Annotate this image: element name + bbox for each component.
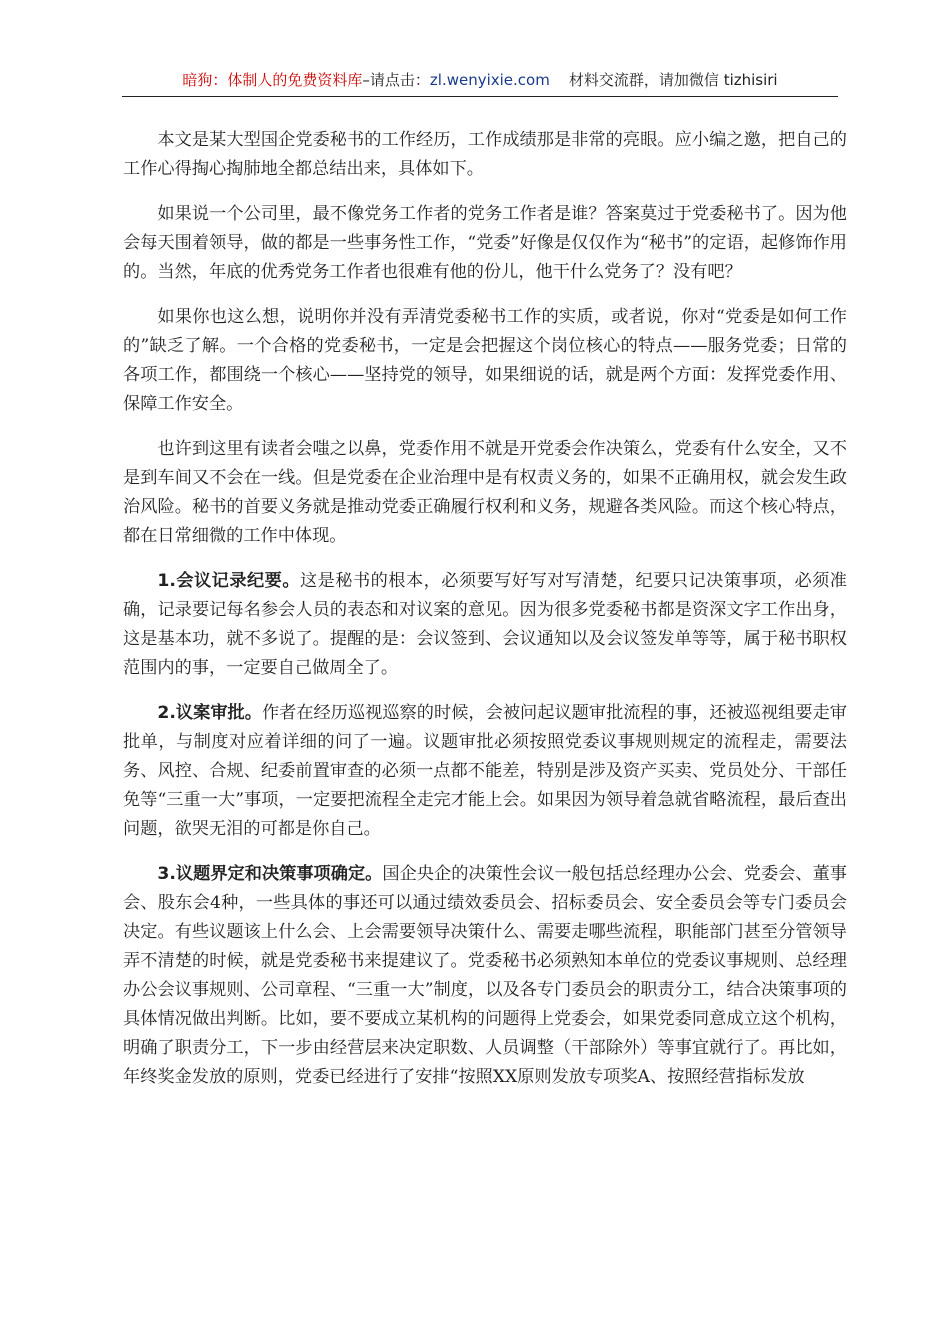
header-brand: 暗狗：体制人的免费资料库 [182,71,363,89]
header-click-prefix: –请点击： [362,71,430,89]
paragraph-2: 如果说一个公司里，最不像党务工作者的党务工作者是谁？答案莫过于党委秘书了。因为他会每天围着领导，做的都是一些事务性工作，“党委”好像是仅仅作为“秘书”的定语，起修饰作用的。当然，年底的优秀党务工作者也很难有他的份儿，他干什么党务了？没有吧？ [123,204,847,282]
paragraph-3: 如果你也这么想，说明你并没有弄清党委秘书工作的实质，或者说，你对“党委是如何工作的”缺乏了解。一个合格的党委秘书，一定是会把握这个岗位核心的特点——服务党委；日常的各项工作，都围绕一个核心——坚持党的领导，如果细说的话，就是两个方面：发挥党委作用、保障工作安全。 [123,307,847,414]
section-heading-3: 3.议题界定和决策事项确定。 [157,864,383,884]
header-url-link[interactable]: zl.wenyixie.com [429,71,550,89]
paragraph-5: 1.会议记录纪要。这是秘书的根本，必须要写好写对写清楚，纪要只记决策事项，必须准确，记录要记每名参会人员的表态和对议案的意见。因为很多党委秘书都是资深文字工作出身，这是基本功，就不多说了。提醒的是：会议签到、会议通知以及会议签发单等等，属于秘书职权范围内的事，一定要自己做周全了。 [123,571,847,678]
article-body [123,126,847,1108]
section-heading-1: 1.会议记录纪要。 [157,571,300,591]
paragraph-7: 3.议题界定和决策事项确定。国企央企的决策性会议一般包括总经理办公会、党委会、董事会、股东会4种，一些具体的事还可以通过绩效委员会、招标委员会、安全委员会等专门委员会决定。有些议题该上什么会、上会需要领导决策什么、需要走哪些流程，职能部门甚至分管领导弄不清楚的时候，就是党委秘书来提建议了。党委秘书必须熟知本单位的党委议事规则、总经理办公会议事规则、公司章程、“三重一大”制度，以及各专门委员会的职责分工，结合决策事项的具体情况做出判断。比如，要不要成立某机构的问题得上党委会，如果党委同意成立这个机构，明确了职责分工，下一步由经营层来决定职数、人员调整（干部除外）等事宜就行了。再比如，年终奖金发放的原则，党委已经进行了安排“按照XX原则发放专项奖A、按照经营指标发放 [123,864,847,1087]
paragraph-4: 也许到这里有读者会嗤之以鼻，党委作用不就是开党委会作决策么，党委有什么安全，又不是到车间又不会在一线。但是党委在企业治理中是有权责义务的，如果不正确用权，就会发生政治风险。秘书的首要义务就是推动党委正确履行权利和义务，规避各类风险。而这个核心特点，都在日常细微的工作中体现。 [123,439,847,546]
page-header [122,66,838,97]
paragraph-1: 本文是某大型国企党委秘书的工作经历，工作成绩那是非常的亮眼。应小编之邀，把自己的工作心得掏心掏肺地全都总结出来，具体如下。 [123,130,847,179]
section-heading-2: 2.议案审批。 [157,703,262,723]
header-wechat: 材料交流群，请加微信 tizhisiri [568,71,778,89]
paragraph-6: 2.议案审批。作者在经历巡视巡察的时候，会被问起议题审批流程的事，还被巡视组要走审批单，与制度对应着详细的问了一遍。议题审批必须按照党委议事规则规定的流程走，需要法务、风控、合规、纪委前置审查的必须一点都不能差，特别是涉及资产买卖、党员处分、干部任免等“三重一大”事项，一定要把流程全走完才能上会。如果因为领导着急就省略流程，最后查出问题，欲哭无泪的可都是你自己。 [123,703,847,839]
